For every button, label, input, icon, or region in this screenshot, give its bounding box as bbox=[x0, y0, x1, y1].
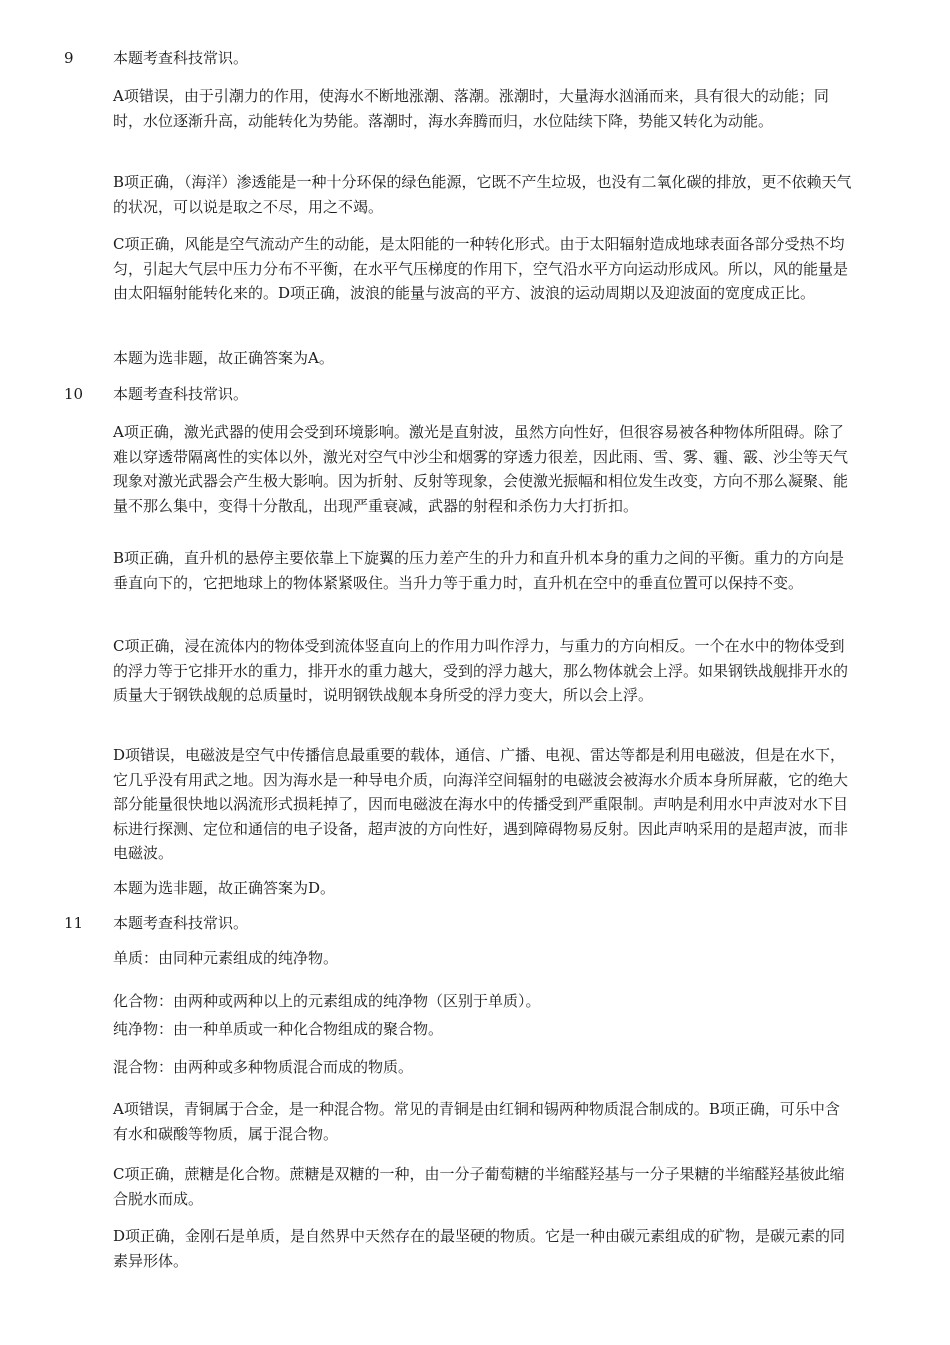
explanation-paragraph: B项正确，直升机的悬停主要依靠上下旋翼的压力差产生的升力和直升机本身的重力之间的平衡。重力的方向是垂直向下的，它把地球上的物体紧紧吸住。当升力等于重力时，直升机在空中的垂直位置可以保持不变。 bbox=[113, 549, 845, 592]
answer-conclusion: 本题为选非题，故正确答案为D。 bbox=[113, 879, 336, 897]
explanation-paragraph: C项正确，蔗糖是化合物。蔗糖是双糖的一种，由一分子葡萄糖的半缩醛羟基与一分子果糖的半缩醛羟基彼此缩合脱水而成。 bbox=[113, 1165, 845, 1208]
definition-paragraph: 混合物：由两种或多种物质混合而成的物质。 bbox=[113, 1058, 414, 1076]
question-heading: 本题考查科技常识。 bbox=[113, 385, 249, 403]
answer-conclusion: 本题为选非题，故正确答案为A。 bbox=[113, 349, 334, 367]
explanation-paragraph: A项正确，激光武器的使用会受到环境影响。激光是直射波，虽然方向性好，但很容易被各种物体所阻碍。除了难以穿透带隔离性的实体以外，激光对空气中沙尘和烟雾的穿透力很差，因此雨、雪、雾、霾、霰、沙尘等天气现象对激光武器会产生极大影响。因为折射、反射等现象，会使激光振幅和相位发生改变，方向不那么凝聚、能量不那么集中，变得十分散乱，出现严重衰减，武器的射程和杀伤力大打折扣。 bbox=[113, 423, 849, 515]
explanation-paragraph: A项错误，由于引潮力的作用，使海水不断地涨潮、落潮。涨潮时，大量海水汹涌而来，具有很大的动能；同时，水位逐渐升高，动能转化为势能。落潮时，海水奔腾而归，水位陆续下降，势能又转化为动能。 bbox=[113, 87, 829, 130]
explanation-paragraph: C项正确，风能是空气流动产生的动能，是太阳能的一种转化形式。由于太阳辐射造成地球表面各部分受热不均匀，引起大气层中压力分布不平衡，在水平气压梯度的作用下，空气沿水平方向运动形成风。所以，风的能量是由太阳辐射能转化来的。D项正确，波浪的能量与波高的平方、波浪的运动周期以及迎波面的宽度成正比。 bbox=[113, 235, 849, 302]
question-heading: 本题考查科技常识。 bbox=[113, 914, 249, 932]
question-heading: 本题考查科技常识。 bbox=[113, 49, 249, 67]
question-number: 9 bbox=[64, 49, 74, 67]
question-number: 11 bbox=[64, 914, 84, 932]
explanation-paragraph: D项正确，金刚石是单质，是自然界中天然存在的最坚硬的物质。它是一种由碳元素组成的矿物，是碳元素的同素异形体。 bbox=[113, 1227, 846, 1270]
question-10-header bbox=[64, 383, 248, 405]
question-number: 10 bbox=[64, 385, 84, 403]
question-9-header bbox=[64, 47, 248, 69]
definition-paragraph: 纯净物：由一种单质或一种化合物组成的聚合物。 bbox=[113, 1020, 444, 1038]
explanation-paragraph: B项正确，（海洋）渗透能是一种十分环保的绿色能源，它既不产生垃圾，也没有二氧化碳的排放，更不依赖天气的状况，可以说是取之不尽，用之不竭。 bbox=[113, 173, 852, 216]
explanation-paragraph: D项错误，电磁波是空气中传播信息最重要的载体，通信、广播、电视、雷达等都是利用电磁波，但是在水下，它几乎没有用武之地。因为海水是一种导电介质，向海洋空间辐射的电磁波会被海水介质本身所屏蔽，它的绝大部分能量很快地以涡流形式损耗掉了，因而电磁波在海水中的传播受到严重限制。声呐是利用水中声波对水下目标进行探测、定位和通信的电子设备，超声波的方向性好，遇到障碍物易反射。因此声呐采用的是超声波，而非电磁波。 bbox=[113, 746, 849, 862]
explanation-paragraph: A项错误，青铜属于合金，是一种混合物。常见的青铜是由红铜和锡两种物质混合制成的。B项正确，可乐中含有水和碳酸等物质，属于混合物。 bbox=[113, 1100, 840, 1143]
question-11-header bbox=[64, 912, 248, 934]
definition-paragraph: 化合物：由两种或两种以上的元素组成的纯净物（区别于单质）。 bbox=[113, 992, 541, 1010]
explanation-paragraph: C项正确，浸在流体内的物体受到流体竖直向上的作用力叫作浮力，与重力的方向相反。一个在水中的物体受到的浮力等于它排开水的重力，排开水的重力越大，受到的浮力越大，那么物体就会上浮。如果钢铁战舰排开水的质量大于钢铁战舰的总质量时，说明钢铁战舰本身所受的浮力变大，所以会上浮。 bbox=[113, 637, 849, 704]
definition-paragraph: 单质：由同种元素组成的纯净物。 bbox=[113, 949, 339, 967]
